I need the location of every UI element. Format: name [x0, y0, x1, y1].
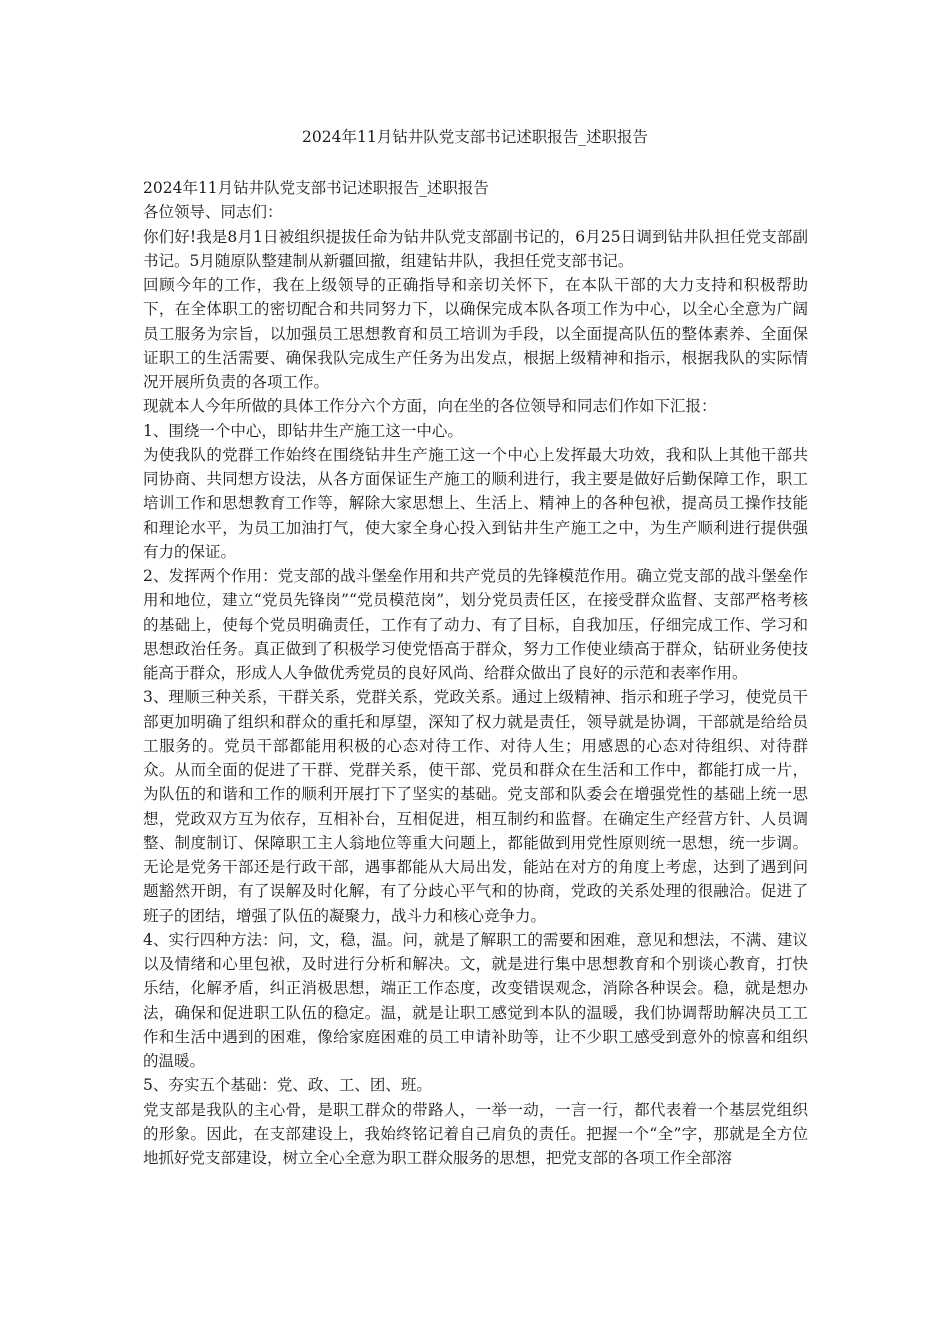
paragraph: 4、实行四种方法：问，文，稳，温。问，就是了解职工的需要和困难，意见和想法，不满、建议以及情绪和心里包袱，及时进行分析和解决。文，就是进行集中思想教育和个别谈心教育，打快乐结，化解矛盾，纠正消极思想，端正工作态度，改变错误观念，消除各种误会。稳，就是想办法，确保和促进职工队伍的稳定。温，就是让职工感觉到本队的温暖，我们协调帮助解决员工工作和生活中遇到的困难，像给家庭困难的员工申请补助等，让不少职工感受到意外的惊喜和组织的温暖。 [143, 930, 808, 1070]
salutation: 各位领导、同志们： [143, 203, 283, 222]
paragraph: 2、发挥两个作用：党支部的战斗堡垒作用和共产党员的先锋模范作用。确立党支部的战斗堡垒作用和地位，建立“党员先锋岗”“党员模范岗”，划分党员责任区，在接受群众监督、支部严格考核的基础上，使每个党员明确责任，工作有了动力、有了目标，自我加压，仔细完成工作、学习和思想政治任务。真正做到了积极学习使党悟高于群众，努力工作使业绩高于群众，钻研业务使技能高于群众，形成人人争做优秀党员的良好风尚、给群众做出了良好的示范和表率作用。 [143, 567, 808, 682]
paragraph: 你们好!我是8月1日被组织提拔任命为钻井队党支部副书记的，6月25日调到钻井队担任党支部副书记。5月随原队整建制从新疆回撤，组建钻井队，我担任党支部书记。 [143, 227, 808, 270]
paragraph: 3、理顺三种关系，干群关系，党群关系，党政关系。通过上级精神、指示和班子学习，使党员干部更加明确了组织和群众的重托和厚望，深知了权力就是责任，领导就是协调，干部就是给给员工服务的。党员干部都能用积极的心态对待工作、对待人生；用感恩的心态对待组织、对待群众。从而全面的促进了干群、党群关系，使干部、党员和群众在生活和工作中，都能打成一片，为队伍的和谐和工作的顺利开展打下了坚实的基础。党支部和队委会在增强党性的基础上统一思想，党政双方互为依存，互相补台，互相促进，相互制约和监督。在确定生产经营方针、人员调整、制度制订、保障职工主人翁地位等重大问题上，都能做到用党性原则统一思想，统一步调。无论是党务干部还是行政干部，遇事都能从大局出发，能站在对方的角度上考虑，达到了遇到问题豁然开朗，有了误解及时化解，有了分歧心平气和的协商，党政的关系处理的很融洽。促进了班子的团结，增强了队伍的凝聚力，战斗力和核心竞争力。 [143, 688, 808, 925]
section-heading-5: 5、夯实五个基础：党、政、工、团、班。 [143, 1076, 432, 1095]
paragraph: 党支部是我队的主心骨，是职工群众的带路人，一举一动，一言一行，都代表着一个基层党组织的形象。因此，在支部建设上，我始终铭记着自己肩负的责任。把握一个“全”字，那就是全方位地抓好党支部建设，树立全心全意为职工群众服务的思想，把党支部的各项工作全部溶 [143, 1100, 808, 1167]
document-title: 2024年11月钻井队党支部书记述职报告_述职报告 [302, 128, 648, 146]
section-heading-1: 1、围绕一个中心，即钻井生产施工这一中心。 [143, 421, 463, 440]
paragraph: 现就本人今年所做的具体工作分六个方面，向在坐的各位领导和同志们作如下汇报： [143, 397, 717, 416]
paragraph: 为使我队的党群工作始终在围绕钻井生产施工这一个中心上发挥最大功效，我和队上其他干部共同协商、共同想方设法，从各方面保证生产施工的顺利进行，我主要是做好后勤保障工作，职工培训工作和思想教育工作等，解除大家思想上、生活上、精神上的各种包袱，提高员工操作技能和理论水平，为员工加油打气，使大家全身心投入到钻井生产施工之中，为生产顺利进行提供强有力的保证。 [143, 445, 808, 561]
paragraph: 回顾今年的工作，我在上级领导的正确指导和亲切关怀下，在本队干部的大力支持和积极帮助下，在全体职工的密切配合和共同努力下，以确保完成本队各项工作为中心，以全心全意为广阔员工服务为宗旨，以加强员工思想教育和员工培训为手段，以全面提高队伍的整体素养、全面保证职工的生活需要、确保我队完成生产任务为出发点，根据上级精神和指示，根据我队的实际情况开展所负责的各项工作。 [143, 276, 808, 391]
body-heading: 2024年11月钻井队党支部书记述职报告_述职报告 [143, 179, 489, 197]
document-body [143, 176, 808, 1170]
